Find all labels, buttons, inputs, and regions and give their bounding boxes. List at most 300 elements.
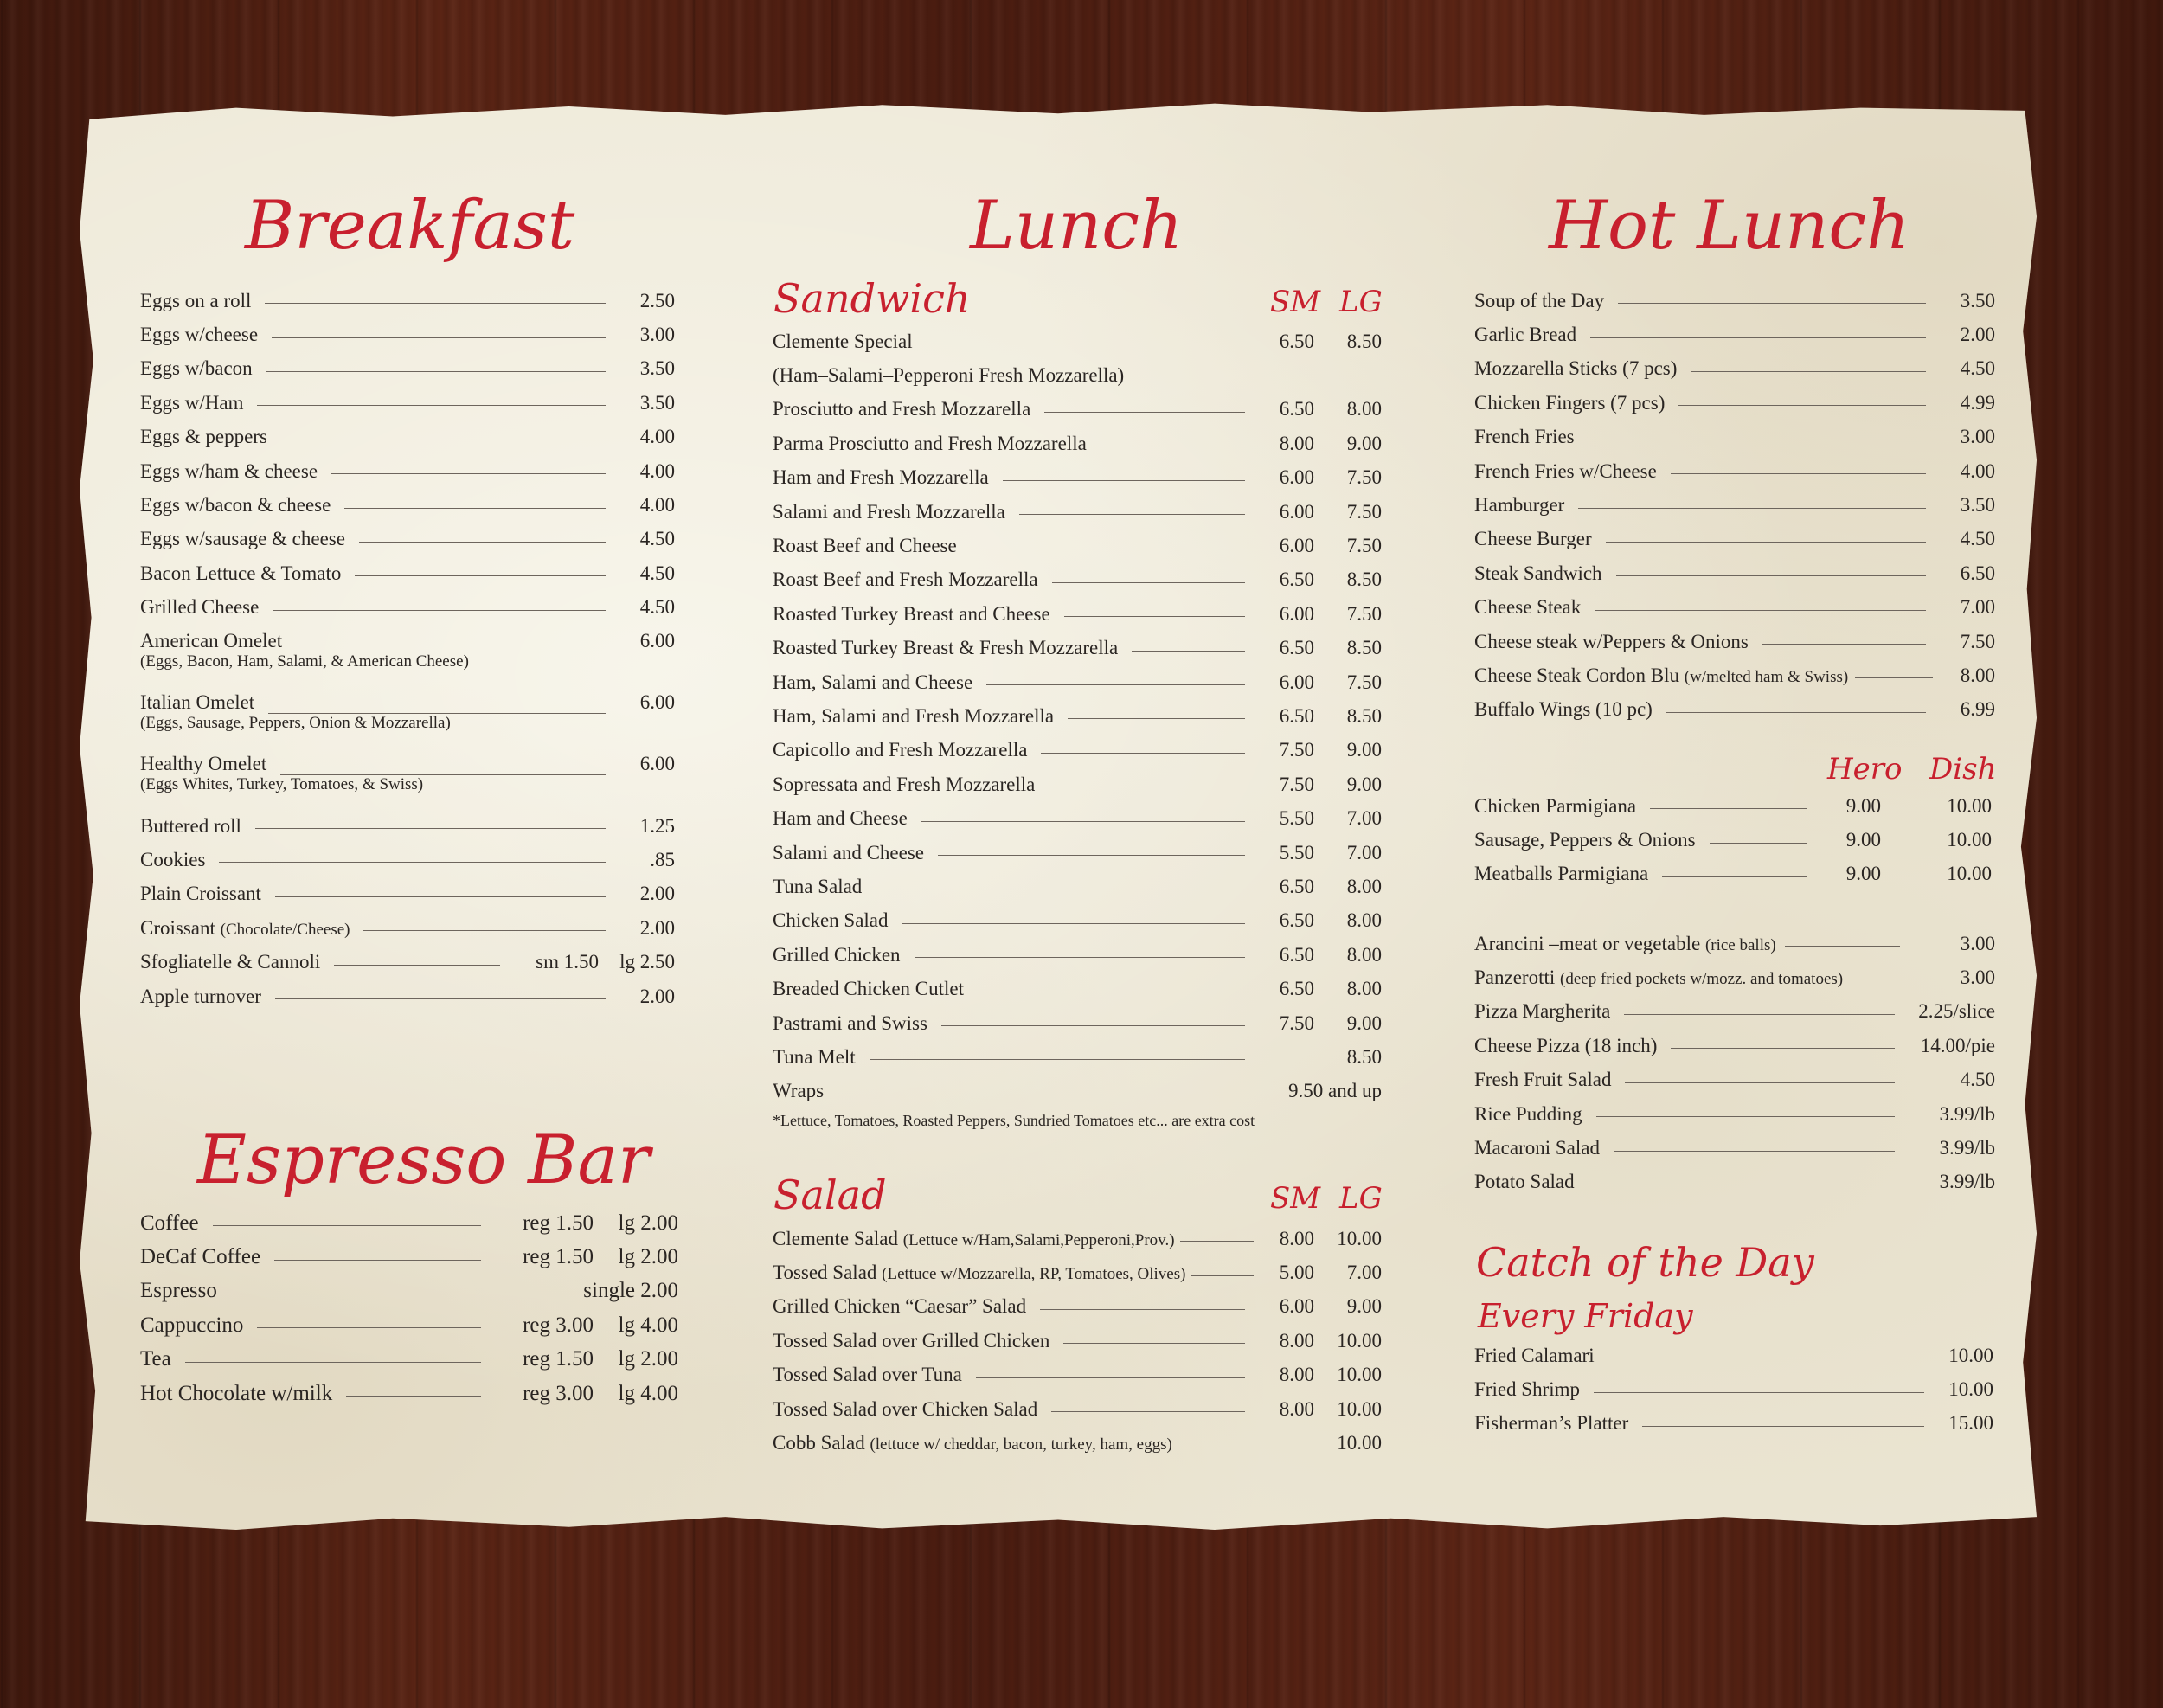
item-name: Espresso xyxy=(140,1279,217,1303)
item-name: Tuna Melt xyxy=(773,1045,856,1068)
leader-line xyxy=(1671,473,1926,474)
item-name: Ham and Cheese xyxy=(773,807,908,830)
item-description: (Ham–Salami–Pepperoni Fresh Mozzarella) xyxy=(773,364,1125,387)
menu-item xyxy=(1474,1372,1993,1406)
menu-item xyxy=(140,1206,678,1240)
menu-item xyxy=(140,1377,678,1410)
item-price: 3.50 xyxy=(639,391,675,414)
item-name: Apple turnover xyxy=(140,985,261,1007)
item-price: 7.00 xyxy=(1960,596,1995,619)
item-name: Salami and Cheese xyxy=(773,841,925,864)
leader-line xyxy=(915,957,1245,958)
item-note: (Lettuce w/Ham,Salami,Pepperoni,Prov.) xyxy=(902,1230,1175,1249)
item-name: Croissant (Chocolate/Cheese) xyxy=(140,916,350,939)
menu-item xyxy=(773,324,1382,358)
item-name: Soup of the Day xyxy=(1474,289,1605,311)
menu-item xyxy=(1474,789,1992,823)
item-price: 8.50 xyxy=(1346,330,1382,352)
menu-item xyxy=(773,665,1382,699)
item-name: Tea xyxy=(140,1347,171,1371)
menu-item xyxy=(1474,421,1995,454)
item-price-large: lg 4.00 xyxy=(618,1313,678,1337)
item-name: Coffee xyxy=(140,1210,199,1235)
leader-line xyxy=(346,1396,481,1397)
item-name: Tossed Salad over Tuna xyxy=(773,1364,962,1386)
salad-sm-header: SM xyxy=(1270,1181,1321,1216)
leader-line xyxy=(1051,1411,1245,1412)
leader-line xyxy=(359,542,606,543)
item-name: Roasted Turkey Breast and Cheese xyxy=(773,602,1050,625)
item-price-large: lg 2.50 xyxy=(619,951,675,973)
menu-item xyxy=(773,1040,1382,1074)
leader-line xyxy=(344,508,606,509)
item-name: Tossed Salad (Lettuce w/Mozzarella, RP, Tomatoes, Olives) xyxy=(773,1262,1186,1284)
leader-line xyxy=(265,303,606,304)
menu-item xyxy=(140,945,675,979)
menu-item xyxy=(1474,352,1995,386)
item-name: Clemente Salad (Lettuce w/Ham,Salami,Pepperoni,Prov.) xyxy=(773,1227,1175,1249)
leader-line xyxy=(185,1362,481,1363)
item-price: 8.00 xyxy=(1346,398,1382,421)
menu-item xyxy=(1474,591,1995,625)
item-name: Grilled Cheese xyxy=(140,596,260,619)
item-price: 9.00 xyxy=(1346,739,1382,761)
menu-item xyxy=(140,352,675,386)
menu-item xyxy=(773,597,1382,631)
leader-line xyxy=(1625,1082,1895,1083)
item-name: Tuna Salad xyxy=(773,875,863,897)
menu-item xyxy=(773,1006,1382,1040)
item-price: 3.50 xyxy=(1960,289,1995,311)
menu-item xyxy=(773,1222,1382,1255)
menu-item xyxy=(140,488,675,522)
item-price: 3.00 xyxy=(1960,426,1995,448)
leader-line xyxy=(1040,1309,1245,1310)
item-price: 6.50 xyxy=(1279,398,1314,421)
item-price: 3.50 xyxy=(639,357,675,380)
leader-line xyxy=(1678,405,1926,406)
item-name: Ham, Salami and Cheese xyxy=(773,671,973,693)
leader-line xyxy=(1041,753,1245,754)
item-name: Cheese Steak xyxy=(1474,596,1582,619)
leader-line xyxy=(1650,808,1807,809)
menu-item xyxy=(1474,658,1995,692)
leader-line xyxy=(1019,514,1245,515)
item-price: 9.00 xyxy=(1346,773,1382,795)
item-price: 7.50 xyxy=(1346,671,1382,693)
leader-line xyxy=(1132,651,1245,652)
item-price-large: lg 2.00 xyxy=(618,1245,678,1269)
item-price: 7.50 xyxy=(1346,535,1382,557)
leader-line xyxy=(355,575,606,576)
leader-line xyxy=(870,1059,1245,1060)
menu-item xyxy=(1474,625,1995,658)
item-price-hero: 9.00 xyxy=(1845,863,1881,885)
item-price: 8.00 xyxy=(1279,1329,1314,1352)
item-name: Tossed Salad over Grilled Chicken xyxy=(773,1329,1050,1352)
leader-line xyxy=(938,855,1245,856)
item-price: 4.99 xyxy=(1960,391,1995,414)
menu-item xyxy=(140,979,675,1013)
item-price: 6.50 xyxy=(1279,943,1314,966)
leader-line xyxy=(1044,412,1245,413)
item-price: 4.50 xyxy=(1960,528,1995,550)
item-name: Grilled Chicken “Caesar” Salad xyxy=(773,1295,1027,1318)
menu-item xyxy=(140,877,675,911)
item-name: Eggs w/cheese xyxy=(140,324,259,346)
item-note: (w/melted ham & Swiss) xyxy=(1684,667,1849,686)
leader-line xyxy=(266,371,606,372)
item-price-large: single 2.00 xyxy=(583,1279,678,1303)
item-price-large: lg 4.00 xyxy=(618,1381,678,1405)
item-price: 3.99/lb xyxy=(1939,1102,1995,1125)
menu-item xyxy=(773,1290,1382,1324)
item-price: 2.00 xyxy=(1960,324,1995,346)
item-price-regular: reg 1.50 xyxy=(523,1347,594,1371)
leader-line xyxy=(1642,1426,1924,1427)
item-price: 3.00 xyxy=(1960,932,1995,954)
leader-line xyxy=(902,923,1246,924)
item-name: Eggs & peppers xyxy=(140,426,267,448)
item-name: Mozzarella Sticks (7 pcs) xyxy=(1474,357,1678,380)
item-price: 2.25/slice xyxy=(1918,1000,1995,1023)
item-price: 8.50 xyxy=(1346,568,1382,591)
item-price-small: sm 1.50 xyxy=(536,951,599,973)
sandwich-footnote: *Lettuce, Tomatoes, Roasted Peppers, Sundried Tomatoes etc... are extra cost xyxy=(773,1111,1255,1129)
leader-line xyxy=(1691,371,1926,372)
sandwich-title: Sandwich xyxy=(773,275,971,322)
dish-header: Dish xyxy=(1929,752,1997,787)
menu-item xyxy=(773,870,1382,903)
item-name: Italian Omelet xyxy=(140,690,255,713)
item-price: .85 xyxy=(650,848,675,870)
menu-item xyxy=(773,427,1382,460)
menu-item xyxy=(140,591,675,625)
menu-item xyxy=(773,1075,1382,1108)
item-name: Ham, Salami and Fresh Mozzarella xyxy=(773,704,1055,727)
item-name: Eggs w/ham & cheese xyxy=(140,459,318,482)
item-price: 9.00 xyxy=(1346,432,1382,454)
item-note: (rice balls) xyxy=(1704,935,1776,954)
leader-line xyxy=(1578,508,1926,509)
item-price: 6.50 xyxy=(1960,562,1995,584)
item-name: American Omelet xyxy=(140,629,283,652)
item-price: 6.50 xyxy=(1279,978,1314,1000)
leader-line xyxy=(976,1377,1245,1378)
leader-line xyxy=(1762,644,1926,645)
item-price-regular: reg 3.00 xyxy=(523,1381,594,1405)
item-name: Cookies xyxy=(140,848,206,870)
leader-line xyxy=(1180,1241,1254,1242)
menu-item xyxy=(773,461,1382,495)
item-price: 7.50 xyxy=(1279,1011,1314,1034)
leader-line xyxy=(1063,1343,1245,1344)
item-name: Capicollo and Fresh Mozzarella xyxy=(773,739,1028,761)
item-price: 3.00 xyxy=(639,324,675,346)
menu-item xyxy=(1474,1097,1995,1131)
item-name: Cappuccino xyxy=(140,1313,244,1337)
menu-item xyxy=(773,1426,1382,1460)
item-price: 10.00 xyxy=(1337,1329,1382,1352)
item-price: 4.50 xyxy=(639,596,675,619)
menu-item xyxy=(1474,454,1995,488)
item-price: 4.50 xyxy=(639,528,675,550)
item-price: 10.00 xyxy=(1337,1227,1382,1249)
item-price-hero: 9.00 xyxy=(1845,829,1881,851)
espresso-list xyxy=(140,1206,678,1410)
item-price: 7.50 xyxy=(1346,466,1382,489)
item-name: Meatballs Parmigiana xyxy=(1474,863,1649,885)
item-price: 6.50 xyxy=(1279,330,1314,352)
item-price: 8.00 xyxy=(1346,875,1382,897)
item-name: Buttered roll xyxy=(140,814,241,837)
item-price: 6.00 xyxy=(639,690,675,713)
item-price: 6.99 xyxy=(1960,698,1995,721)
item-price: 2.00 xyxy=(639,985,675,1007)
leader-line xyxy=(255,828,606,829)
leader-line xyxy=(1191,1275,1254,1276)
item-note: (Chocolate/Cheese) xyxy=(220,920,350,939)
leader-line xyxy=(257,1327,481,1328)
menu-item xyxy=(1474,960,1995,994)
sandwich-lg-header: LG xyxy=(1339,285,1383,319)
leader-line xyxy=(1624,1014,1895,1015)
menu-item xyxy=(140,843,675,876)
menu-item xyxy=(1474,1339,1993,1372)
item-price: 4.00 xyxy=(1960,459,1995,482)
item-price: 7.50 xyxy=(1346,500,1382,523)
leader-line xyxy=(1606,542,1926,543)
item-price-large: lg 2.00 xyxy=(618,1210,678,1235)
espresso-title: Espresso Bar xyxy=(197,1121,651,1199)
item-name: Eggs w/bacon & cheese xyxy=(140,494,331,517)
item-name: Sopressata and Fresh Mozzarella xyxy=(773,773,1036,795)
menu-item xyxy=(140,556,675,590)
item-name: Eggs on a roll xyxy=(140,289,252,311)
item-price: 9.00 xyxy=(1346,1295,1382,1318)
item-price: 5.50 xyxy=(1279,841,1314,864)
leader-line xyxy=(334,965,500,966)
menu-item xyxy=(773,904,1382,938)
item-price-hero: 9.00 xyxy=(1845,794,1881,817)
item-price: 6.50 xyxy=(1279,704,1314,727)
menu-item xyxy=(1474,693,1995,727)
item-name: Potato Salad xyxy=(1474,1171,1575,1193)
item-description: (Eggs, Bacon, Ham, Salami, & American Cheese) xyxy=(140,652,469,671)
item-price: 6.00 xyxy=(639,752,675,774)
menu-item xyxy=(1474,386,1995,420)
leader-line xyxy=(1785,946,1900,947)
item-price: 10.00 xyxy=(1948,1378,1993,1401)
item-price: 3.00 xyxy=(1960,966,1995,989)
leader-line xyxy=(275,998,606,999)
item-price: 3.99/lb xyxy=(1939,1171,1995,1193)
item-note: (deep fried pockets w/mozz. and tomatoes) xyxy=(1560,970,1844,989)
menu-item xyxy=(140,809,675,843)
breakfast-title: Breakfast xyxy=(245,187,575,265)
item-name: Fried Calamari xyxy=(1474,1344,1595,1366)
item-name: Healthy Omelet xyxy=(140,752,267,774)
item-price: 8.00 xyxy=(1279,432,1314,454)
item-name: Grilled Chicken xyxy=(773,943,901,966)
item-price: 1.25 xyxy=(639,814,675,837)
catch-list xyxy=(1474,1339,1993,1441)
item-price: 14.00/pie xyxy=(1920,1034,1995,1056)
item-price: 6.00 xyxy=(1279,602,1314,625)
leader-line xyxy=(1616,575,1926,576)
menu-item xyxy=(1474,1063,1995,1097)
leader-line xyxy=(257,405,606,406)
leader-line xyxy=(1064,616,1245,617)
item-price-dish: 10.00 xyxy=(1947,794,1992,817)
item-name: Fried Shrimp xyxy=(1474,1378,1581,1401)
item-price: 8.00 xyxy=(1279,1227,1314,1249)
item-name: Ham and Fresh Mozzarella xyxy=(773,466,989,489)
item-price-dish: 10.00 xyxy=(1947,863,1992,885)
menu-item xyxy=(773,563,1382,597)
item-price: 2.50 xyxy=(639,289,675,311)
catch-subtitle: Every Friday xyxy=(1478,1297,1693,1335)
leader-line xyxy=(1666,712,1926,713)
leader-line xyxy=(1003,480,1245,481)
item-name: Cheese Burger xyxy=(1474,528,1592,550)
leader-line xyxy=(213,1225,481,1226)
item-price: 5.50 xyxy=(1279,807,1314,830)
item-price: 10.00 xyxy=(1337,1397,1382,1420)
menu-item xyxy=(140,1308,678,1342)
breakfast-list xyxy=(140,284,675,1013)
item-name: Roast Beef and Cheese xyxy=(773,535,957,557)
item-price: 6.50 xyxy=(1279,568,1314,591)
item-name: Hot Chocolate w/milk xyxy=(140,1381,333,1405)
item-name: Arancini –meat or vegetable (rice balls) xyxy=(1474,932,1776,954)
item-name: Eggs w/sausage & cheese xyxy=(140,528,345,550)
item-price: 10.00 xyxy=(1337,1432,1382,1454)
item-name: Cheese steak w/Peppers & Onions xyxy=(1474,630,1749,652)
leader-line xyxy=(219,862,606,863)
menu-item xyxy=(773,529,1382,562)
item-price: 4.50 xyxy=(639,562,675,584)
menu-item xyxy=(773,972,1382,1005)
item-name: Roasted Turkey Breast & Fresh Mozzarella xyxy=(773,637,1119,659)
menu-item xyxy=(773,1358,1382,1392)
hero-list xyxy=(1474,789,1992,891)
item-name: Chicken Salad xyxy=(773,909,889,932)
leader-line xyxy=(941,1025,1245,1026)
item-name: Clemente Special xyxy=(773,330,913,352)
menu-item xyxy=(773,734,1382,767)
menu-item xyxy=(1474,1029,1995,1063)
hot-lunch-title: Hot Lunch xyxy=(1549,187,1910,265)
item-name: Chicken Parmigiana xyxy=(1474,794,1637,817)
leader-line xyxy=(275,896,606,897)
item-description: (Eggs, Sausage, Peppers, Onion & Mozzarella) xyxy=(140,713,451,732)
item-name: Fisherman’s Platter xyxy=(1474,1412,1629,1435)
item-price: 8.00 xyxy=(1346,943,1382,966)
leader-line xyxy=(1595,610,1926,611)
menu-item xyxy=(773,1392,1382,1426)
item-price: 10.00 xyxy=(1337,1364,1382,1386)
leader-line xyxy=(1671,1048,1895,1049)
item-price: 6.50 xyxy=(1279,875,1314,897)
item-price: 8.00 xyxy=(1346,909,1382,932)
item-name: Eggs w/bacon xyxy=(140,357,253,380)
menu-item xyxy=(1474,284,1995,318)
item-price-dish: 10.00 xyxy=(1947,829,1992,851)
item-description: (Eggs Whites, Turkey, Tomatoes, & Swiss) xyxy=(140,774,424,793)
item-price: 8.00 xyxy=(1279,1397,1314,1420)
item-name: Hamburger xyxy=(1474,494,1565,517)
leader-line xyxy=(1710,843,1807,844)
sandwich-list xyxy=(773,324,1382,1130)
item-price: 8.50 xyxy=(1346,637,1382,659)
item-name: Plain Croissant xyxy=(140,883,261,905)
item-name: Cheese Pizza (18 inch) xyxy=(1474,1034,1658,1056)
item-name: French Fries w/Cheese xyxy=(1474,459,1657,482)
item-name: Sfogliatelle & Cannoli xyxy=(140,951,321,973)
item-name: Buffalo Wings (10 pc) xyxy=(1474,698,1653,721)
item-note: (Lettuce w/Mozzarella, RP, Tomatoes, Olives) xyxy=(882,1265,1186,1284)
item-price: 7.00 xyxy=(1346,1262,1382,1284)
item-name: Pastrami and Swiss xyxy=(773,1011,927,1034)
menu-item xyxy=(1474,823,1992,857)
item-price: 8.00 xyxy=(1346,978,1382,1000)
item-price: 15.00 xyxy=(1948,1412,1993,1435)
menu-item xyxy=(773,836,1382,870)
item-name: Garlic Bread xyxy=(1474,324,1577,346)
item-name: Panzerotti (deep fried pockets w/mozz. and tomatoes) xyxy=(1474,966,1844,989)
menu-item xyxy=(140,421,675,454)
item-name: DeCaf Coffee xyxy=(140,1245,261,1269)
item-price: 4.00 xyxy=(639,494,675,517)
leader-line xyxy=(272,337,606,338)
leader-line xyxy=(1855,677,1933,678)
menu-item xyxy=(1474,1165,1995,1199)
item-name: Rice Pudding xyxy=(1474,1102,1582,1125)
item-price: 8.50 xyxy=(1346,704,1382,727)
sandwich-sm-header: SM xyxy=(1270,285,1321,319)
item-name: Eggs w/Ham xyxy=(140,391,244,414)
item-price: 8.00 xyxy=(1960,664,1995,686)
menu-item xyxy=(140,284,675,318)
menu-item xyxy=(773,632,1382,665)
leader-line xyxy=(363,930,606,931)
item-price: 7.00 xyxy=(1346,807,1382,830)
menu-item xyxy=(140,318,675,351)
menu-item xyxy=(140,748,675,775)
item-price: 6.00 xyxy=(1279,500,1314,523)
menu-item xyxy=(773,1324,1382,1358)
item-name: Cobb Salad (lettuce w/ cheddar, bacon, turkey, ham, eggs) xyxy=(773,1432,1172,1454)
menu-item xyxy=(1474,318,1995,351)
item-price: 2.00 xyxy=(639,916,675,939)
item-price: 3.50 xyxy=(1960,494,1995,517)
item-name: Bacon Lettuce & Tomato xyxy=(140,562,342,584)
item-name: Pizza Margherita xyxy=(1474,1000,1611,1023)
menu-item xyxy=(773,801,1382,835)
item-price: 7.00 xyxy=(1346,841,1382,864)
item-price: 6.50 xyxy=(1279,909,1314,932)
item-price-regular: reg 1.50 xyxy=(523,1245,594,1269)
menu-item xyxy=(140,625,675,652)
menu-item xyxy=(773,699,1382,733)
menu-item xyxy=(1474,927,1995,960)
salad-title: Salad xyxy=(773,1172,887,1218)
item-price: 4.50 xyxy=(1960,1069,1995,1091)
menu-item xyxy=(773,393,1382,427)
item-price-regular: reg 3.00 xyxy=(523,1313,594,1337)
menu-item xyxy=(1474,523,1995,556)
